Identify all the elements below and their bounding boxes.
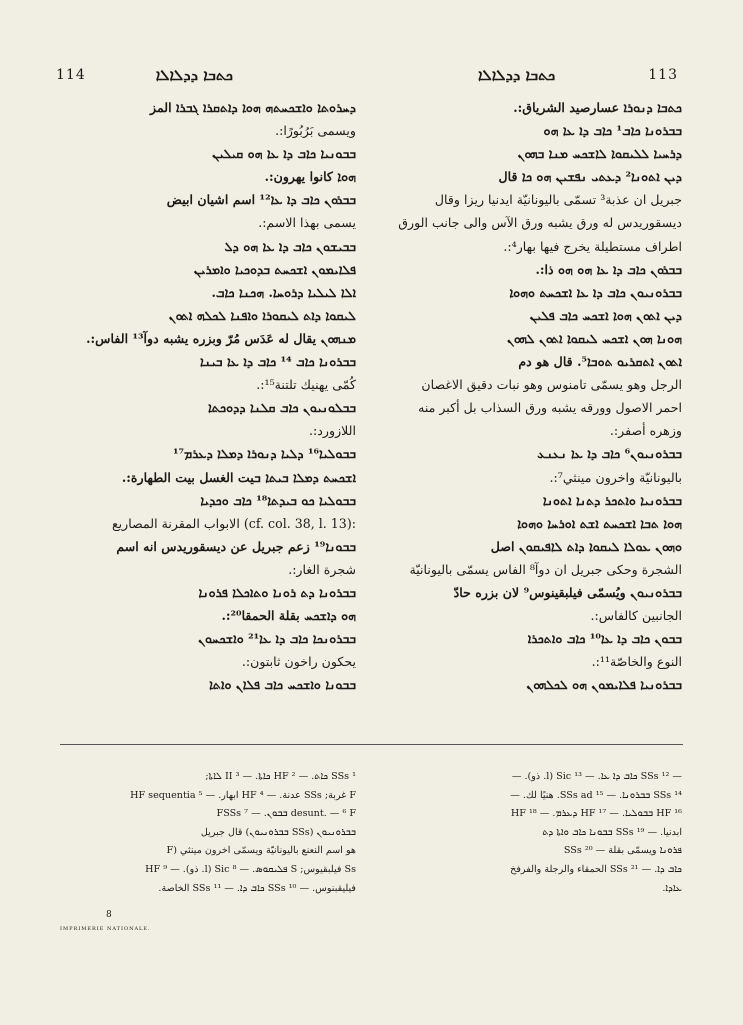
text-line: ܒܒܘܠܝܐ¹⁶ ܕܠܝܐ ܕܢܘܪܐ ܕܡܠܐ ܕܥܪܡ¹⁷ [172,446,356,462]
footnote-line: ܒܒܪܘܢܝܘܢ (SSs ܒܒܪܘܢܝܘܢ) قال جبريل [200,826,356,838]
text-line: ܕܝܢ ܐܬܘܢ ܗܘܐ ܐܫܟܚ ܟܐܒ ܦܠܝܢ [529,307,682,323]
text-line: يسمى بهذا الاسم:. [258,215,356,231]
text-line: ܟܬܒܐ ܕܢܘܪܐ عسارصيد الشرياق:. [513,100,682,115]
sheet-signature: 8 [106,910,112,920]
footnote-line: ابدنيا. — ¹⁹ SSs ܒܒܘܢܐ ܟܐܒ ܘܐܬܐ ܕܬ [542,826,682,838]
text-line: :(cf. col. 38, l. 13) الابواب المقرنة المصاريع [111,515,356,531]
text-line: ܒܒܘܢܐ¹⁹ زعم جبريل عن ديسقوريدس انه اسم [116,538,356,554]
text-line: الشجرة وحكى جبريل ان دوآ⁸ الفاس يسمّى باليونانيّة [409,561,682,577]
text-line: ܗܘ ܕܐܫܟܚ بقلة الحمقا²⁰:. [221,608,356,624]
footnote-line: desunt. — ⁶ F ܒܒܘܢ. — ⁷ FSSs [216,808,356,820]
footnote-line: Ss فيلبقيوس; S ܦܠܝܩܘܣ. — ⁸ Sic (l. ذو). — ⁹ HF [145,863,356,875]
text-line: ܒܒܠܘܢܝܘܢ ܟܐܒ ܩܠܢܐ ܕܕܘܟܬܐ [207,400,356,416]
text-line: ܒܒܪܘܢܐ ܟܐܒ ¹⁴ ܟܐܒ ܕܐ ܥܐ ܒܝܢܐ [200,354,356,370]
text-line: ܒܒܪܘܢܝܐ ܘܐܬܟܪ ܕܬܢܐ ܐܬܘܢܐ [542,492,682,508]
text-line: باليونانيّة واخرون مينثي⁷:. [549,469,682,485]
text-line: وزهره أصفر:. [609,423,682,439]
text-line: ܒܒܪܘܢܐ ܕܬ ܪܘܢܐ ܘܬܐܟܠܐ ܦܪܘܢܐ [198,584,356,600]
running-title-right: ܟܬܒܐ ܕܕܠܐܠܐ [478,66,556,84]
text-line: الرجل وهو يسمّى تامنوس وهو نبات دقيق الاغصان [421,377,682,393]
text-line: ܗܘܢܐ ܗܘܢ ܐܫܟܚ ܠܝܩܘܐ ܐܬܘܢ ܠܗܘܢ [506,330,682,346]
text-line: ܕܚܪܘܬܐ ܘܐܫܟܚܬܗ ܗܘܐ ܕܐܬܩܪܐ ܓܒܪܐ المز [150,100,356,115]
text-line: ܦܠܐܝܡܘܢ ܐܫܟܚܬ ܒܕܘܟܝܐ ܘܐܡܪܝܢ [193,261,356,277]
running-header-right [388,62,678,88]
page-number-left: 114 [56,67,86,83]
text-line: ܒܒܘܠܝܐ ܟܘ ܒܝܕܬܐ¹⁸ ܟܐܒ ܘܟܕܝܐ [200,492,356,508]
text-line: ܒܒܪܘܢܝܘܢ⁶ ܟܐܒ ܕܐ ܥܐ ܢܥܢܥ [537,446,682,462]
text-line: ويسمى بَرُبُورًا:. [275,123,356,139]
text-line: ܒܒܪܘܢܐ ܟܐܒ¹ ܟܐܒ ܕܐ ܥܐ ܗܘ [543,123,682,139]
text-line: ܒܒܪܘܢܝܐ ܦܠܐܝܡܘܢ ܗܘ ܠܟܠܗܘܢ [526,677,682,693]
text-line: ܐܫܟܚܬ ܕܡܠܐ ܒܝܬܐ ܒيت الغسل بيت الطهارة:. [121,469,356,485]
footnote-line: — ¹² SSs ܟܐܒ ܕܐ ܥܐ. — ¹³ Sic (l. ذو). — [511,771,682,782]
text-line: ܐܬܘܢ ܐܬܩܪܝܘ ܬܘܒܐ⁵. قال هو دم [518,354,682,370]
footnote-line: هو اسم النعنع باليونانيّة ويسمّى اخرون مينثي (F [166,845,356,857]
footnotes-right [382,768,682,898]
text-line: ܕܝܢ ܐܬܘܢܐ² ܕܥܬܝ ܢܦܫܝܢ ܗܘ ܟܐ قال [498,169,682,185]
footnote-line: ܥܐܕܐ. [662,882,682,894]
text-line: احمر الاصول وورقه يشبه ورق السذاب بل أكبر منه [418,400,682,416]
text-line: ܗܘܐ كانوا يهرون:. [264,169,356,185]
running-title-left: ܟܬܒܐ ܕܕܠܐܠܐ [155,66,233,84]
text-line: ܐܠܐ ܠܝܠܝܐ ܕܪܘܚܐ. ܗܟܢܐ ܟܐܒ. [211,284,356,300]
right-column [382,96,682,696]
text-line: ܒܒܘܢܐ ܘܐܫܟܚ ܟܐܒ ܦܠܐܢ ܘܐܬܐ [209,677,356,693]
page-number-right: 113 [648,67,678,83]
text-line: ܒܒܪܘܢ ܟܐܒ ܕܐ ܥܐ ܗܘ ܗܘ ذا:. [535,261,682,277]
text-line: ܒܒܘܢ ܟܐܒ ܕܐ ܥܐ¹⁰ ܟܐܒ ܘܐܬܟܪܐ [527,631,682,647]
footnote-line: ܦܪܘܢܐ ويسمّى بقلة — ²⁰ SSs [563,845,682,857]
footnote-separator [60,744,683,745]
text-line: ܒܒܪܘܢܝܘܢ ويُسمّى فيلبقينوس⁹ لان بزره حادّ [453,584,682,600]
text-line: كُمّى يهنيك تلتنة¹⁵:. [256,377,356,393]
text-line: النوع والخاصّة¹¹:. [591,654,682,670]
text-line: شجرة الغار:. [288,561,356,577]
text-line: جبريل ان عذبة³ تسمّى باليونانيّة ايدنيا ريزا وقال [434,192,682,208]
text-line: ܒܒܪܘܢ ܟܐܒ ܕܐ ܥܐ¹² اسم اشيان ابيض [166,192,356,208]
text-line: ܠܝܩܘܐ ܕܐܬ ܠܝܩܘܪܐ ܘܐܦܢܐ ܠܟܠܗ ܐܬܘܢ [168,307,356,323]
text-line: ديسقوريدس له ورق يشبه ورق الآس والى جانب الورق [398,215,682,231]
text-line: ܗܘܐ ܬܒܐ ܐܫܟܚܬ ܐܫܬ ܐܘܪܚܐ ܘܗܘܐ [517,515,682,531]
printer-imprint: IMPRIMERIE NATIONALE. [60,926,151,932]
footnote-line: F غربة; SSs عدنة. — ⁴ HF ابهار. — ⁵ HF sequentia [130,789,356,801]
text-line: يحكون راخون ثابتون:. [241,654,356,670]
text-line: الجانبين كالفاس:. [590,608,682,624]
text-line: ܘܗܘܢ ܥܘܠܐ ܠܝܩܘܐ ܕܐܬ ܠܐܦܝܩܘܢ اصل [490,538,682,554]
text-line: ܒܒܝܫܘܢ ܟܐܒ ܕܐ ܥܐ ܗܘ ܕܠ [224,238,356,254]
left-column [58,96,356,696]
footnotes-left [58,768,356,898]
text-line: ܡܢܗܘܢ يقال له عَدَس مُرّ وبزره يشبه دوآ¹³ الفاس:. [86,330,356,346]
text-line: ܒܒܪܘܢܝܘܢ ܟܐܒ ܕܐ ܥܐ ܐܫܟܚܬ ܘܗܘܐ [509,284,682,300]
text-line: ܕܪܚܝܐ ܠܠܝܩܘܐ ܠܐܫܟܚ ܡܢܐ ܒܗܘܢ [517,146,682,162]
footnote-line: ¹⁶ HF ܒܒܘܠܝܐ. — ¹⁷ HF ܕܥܪܡ. — ¹⁸ HF [510,808,682,820]
text-line: اطراف مستطيلة يخرج فيها بهار⁴:. [503,238,682,254]
text-line: ܒܒܪܘܢܟܐ ܟܐܒ ܕܐ ܥܐ²¹ ܘܐܫܟܚܘܢ [198,631,356,647]
text-line: ܒܒܘܢܝܐ ܟܐܒ ܕܐ ܥܐ ܗܘ ܩܝܠܝܢ [212,146,356,162]
footnote-line: فيليقبنوس. — ¹⁰ SSs ܟܐܒ ܕܐ. — ¹¹ SSs الخاصة. [158,882,356,894]
footnote-line: ¹ SSs ܟܐܬ. — ² HF ܟܐܬܐ. — ³ II ܠܐܬܐ; [205,771,356,782]
running-header-left [56,62,356,88]
footnote-line: ܟܐܒ ܕܐ. — ²¹ SSs الحمقاء والرجلة والفرفخ [510,863,682,875]
footnote-line: ¹⁴ SSs ܒܒܪܘܢܐ. — ¹⁵ SSs ad. هنيًا لك. — [510,789,682,801]
text-line: اللازورد:. [309,423,356,439]
